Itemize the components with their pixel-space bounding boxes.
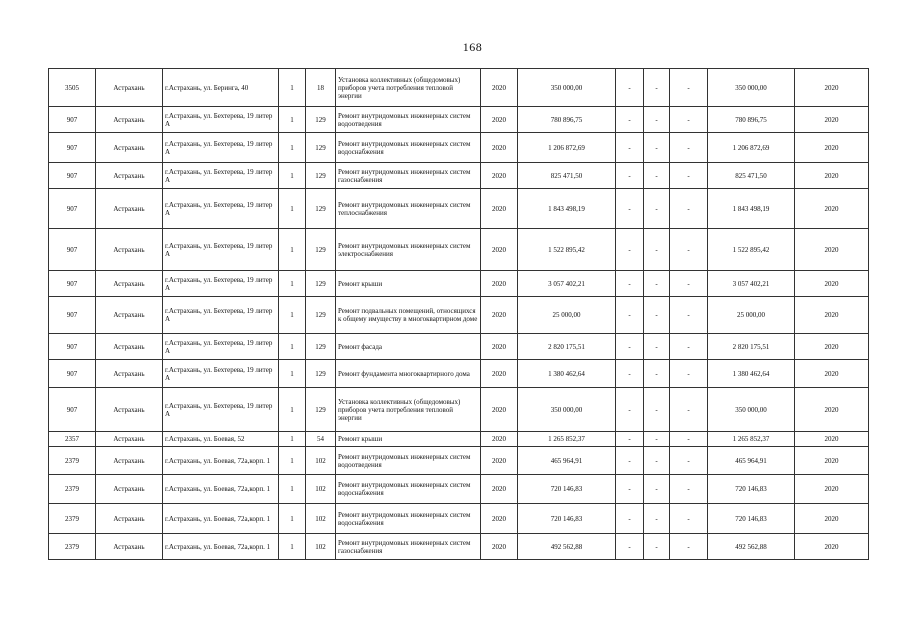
cost-cell: 3 057 402,21 [518,271,616,297]
work-type-cell: Ремонт крыши [336,432,481,447]
address-cell: г.Астрахань, ул. Бехтерева, 19 литер А [163,229,279,271]
cost-cell: 350 000,00 [518,69,616,107]
table-row [49,189,869,229]
city-cell: Астрахань [96,334,163,360]
object-id-cell: 907 [49,163,96,189]
object-id-cell: 2379 [49,447,96,475]
dash-cell: - [644,133,670,163]
year-cell: 2020 [481,163,518,189]
object-id-cell: 907 [49,297,96,334]
dash-cell: - [670,163,708,189]
dash-cell: - [644,334,670,360]
city-cell: Астрахань [96,504,163,534]
total-cost-cell: 1 522 895,42 [708,229,795,271]
dash-cell: - [670,475,708,504]
completion-year-cell: 2020 [795,475,869,504]
dash-cell: - [670,133,708,163]
city-cell: Астрахань [96,388,163,432]
dash-cell: - [616,534,644,560]
apartments-cell: 18 [306,69,336,107]
page-number: 168 [462,40,483,54]
dash-cell: - [616,360,644,388]
cost-cell: 825 471,50 [518,163,616,189]
city-cell: Астрахань [96,69,163,107]
year-cell: 2020 [481,271,518,297]
city-cell: Астрахань [96,447,163,475]
dash-cell: - [644,388,670,432]
table-row [49,229,869,271]
work-type-cell: Ремонт подвальных помещений, относящихся к общему имуществу в многоквартирном доме [336,297,481,334]
apartments-cell: 102 [306,447,336,475]
year-cell: 2020 [481,107,518,133]
address-cell: г.Астрахань, ул. Боевая, 52 [163,432,279,447]
dash-cell: - [670,432,708,447]
dash-cell: - [644,271,670,297]
count-cell: 1 [279,432,306,447]
dash-cell: - [670,297,708,334]
dash-cell: - [644,163,670,189]
address-cell: г.Астрахань, ул. Боевая, 72а,корп. 1 [163,447,279,475]
dash-cell: - [644,107,670,133]
object-id-cell: 907 [49,107,96,133]
count-cell: 1 [279,475,306,504]
dash-cell: - [644,189,670,229]
count-cell: 1 [279,534,306,560]
apartments-cell: 102 [306,504,336,534]
dash-cell: - [670,69,708,107]
dash-cell: - [670,360,708,388]
address-cell: г.Астрахань, ул. Бехтерева, 19 литер А [163,297,279,334]
table-row [49,271,869,297]
cost-cell: 1 522 895,42 [518,229,616,271]
table-row [49,388,869,432]
table-row [49,133,869,163]
year-cell: 2020 [481,334,518,360]
dash-cell: - [644,534,670,560]
completion-year-cell: 2020 [795,334,869,360]
object-id-cell: 2379 [49,475,96,504]
total-cost-cell: 720 146,83 [708,504,795,534]
city-cell: Астрахань [96,133,163,163]
work-type-cell: Установка коллективных (общедомовых) приборов учета потребления тепловой энергии [336,69,481,107]
object-id-cell: 907 [49,360,96,388]
table-row [49,297,869,334]
apartments-cell: 102 [306,475,336,504]
work-type-cell: Ремонт фундамента многоквартирного дома [336,360,481,388]
city-cell: Астрахань [96,475,163,504]
work-type-cell: Ремонт внутридомовых инженерных систем водоснабжения [336,133,481,163]
object-id-cell: 907 [49,133,96,163]
address-cell: г.Астрахань, ул. Боевая, 72а,корп. 1 [163,504,279,534]
object-id-cell: 907 [49,271,96,297]
total-cost-cell: 465 964,91 [708,447,795,475]
city-cell: Астрахань [96,163,163,189]
count-cell: 1 [279,360,306,388]
apartments-cell: 129 [306,360,336,388]
dash-cell: - [644,475,670,504]
total-cost-cell: 350 000,00 [708,69,795,107]
city-cell: Астрахань [96,107,163,133]
count-cell: 1 [279,189,306,229]
work-type-cell: Ремонт внутридомовых инженерных систем электроснабжения [336,229,481,271]
total-cost-cell: 1 843 498,19 [708,189,795,229]
cost-cell: 720 146,83 [518,475,616,504]
dash-cell: - [616,475,644,504]
apartments-cell: 129 [306,388,336,432]
dash-cell: - [616,504,644,534]
year-cell: 2020 [481,69,518,107]
city-cell: Астрахань [96,229,163,271]
cost-cell: 350 000,00 [518,388,616,432]
work-type-cell: Ремонт внутридомовых инженерных систем водоснабжения [336,504,481,534]
object-id-cell: 907 [49,189,96,229]
year-cell: 2020 [481,360,518,388]
apartments-cell: 54 [306,432,336,447]
year-cell: 2020 [481,504,518,534]
dash-cell: - [616,447,644,475]
city-cell: Астрахань [96,534,163,560]
object-id-cell: 3505 [49,69,96,107]
total-cost-cell: 1 380 462,64 [708,360,795,388]
address-cell: г.Астрахань, ул. Боевая, 72а,корп. 1 [163,534,279,560]
apartments-cell: 129 [306,229,336,271]
total-cost-cell: 2 820 175,51 [708,334,795,360]
completion-year-cell: 2020 [795,189,869,229]
apartments-cell: 129 [306,163,336,189]
table-row [49,334,869,360]
work-type-cell: Ремонт внутридомовых инженерных систем теплоснабжения [336,189,481,229]
work-type-cell: Ремонт внутридомовых инженерных систем газоснабжения [336,534,481,560]
completion-year-cell: 2020 [795,534,869,560]
completion-year-cell: 2020 [795,163,869,189]
object-id-cell: 907 [49,334,96,360]
completion-year-cell: 2020 [795,432,869,447]
count-cell: 1 [279,107,306,133]
dash-cell: - [616,271,644,297]
dash-cell: - [670,271,708,297]
address-cell: г.Астрахань, ул. Беринга, 40 [163,69,279,107]
cost-cell: 465 964,91 [518,447,616,475]
total-cost-cell: 3 057 402,21 [708,271,795,297]
apartments-cell: 129 [306,107,336,133]
apartments-cell: 102 [306,534,336,560]
table-row [49,69,869,107]
address-cell: г.Астрахань, ул. Бехтерева, 19 литер А [163,163,279,189]
city-cell: Астрахань [96,297,163,334]
city-cell: Астрахань [96,360,163,388]
cost-cell: 720 146,83 [518,504,616,534]
table-row [49,107,869,133]
completion-year-cell: 2020 [795,229,869,271]
count-cell: 1 [279,69,306,107]
year-cell: 2020 [481,447,518,475]
completion-year-cell: 2020 [795,133,869,163]
completion-year-cell: 2020 [795,447,869,475]
total-cost-cell: 1 206 872,69 [708,133,795,163]
city-cell: Астрахань [96,271,163,297]
total-cost-cell: 350 000,00 [708,388,795,432]
dash-cell: - [616,229,644,271]
dash-cell: - [644,69,670,107]
apartments-cell: 129 [306,271,336,297]
address-cell: г.Астрахань, ул. Бехтерева, 19 литер А [163,388,279,432]
address-cell: г.Астрахань, ул. Бехтерева, 19 литер А [163,360,279,388]
work-type-cell: Ремонт внутридомовых инженерных систем водоотведения [336,447,481,475]
completion-year-cell: 2020 [795,271,869,297]
table-row [49,163,869,189]
table-row [49,447,869,475]
year-cell: 2020 [481,133,518,163]
apartments-cell: 129 [306,334,336,360]
object-id-cell: 907 [49,229,96,271]
dash-cell: - [616,297,644,334]
work-type-cell: Ремонт внутридомовых инженерных систем газоснабжения [336,163,481,189]
dash-cell: - [670,107,708,133]
dash-cell: - [670,534,708,560]
object-id-cell: 2379 [49,534,96,560]
dash-cell: - [644,229,670,271]
dash-cell: - [670,189,708,229]
dash-cell: - [616,334,644,360]
year-cell: 2020 [481,189,518,229]
completion-year-cell: 2020 [795,107,869,133]
dash-cell: - [616,163,644,189]
object-id-cell: 907 [49,388,96,432]
cost-cell: 2 820 175,51 [518,334,616,360]
completion-year-cell: 2020 [795,297,869,334]
dash-cell: - [670,504,708,534]
address-cell: г.Астрахань, ул. Боевая, 72а,корп. 1 [163,475,279,504]
dash-cell: - [670,229,708,271]
dash-cell: - [644,432,670,447]
completion-year-cell: 2020 [795,69,869,107]
dash-cell: - [644,297,670,334]
work-type-cell: Ремонт внутридомовых инженерных систем водоотведения [336,107,481,133]
cost-cell: 1 265 852,37 [518,432,616,447]
object-id-cell: 2379 [49,504,96,534]
dash-cell: - [616,107,644,133]
table-body [49,69,869,560]
table-row [49,475,869,504]
address-cell: г.Астрахань, ул. Бехтерева, 19 литер А [163,133,279,163]
dash-cell: - [670,334,708,360]
count-cell: 1 [279,297,306,334]
total-cost-cell: 720 146,83 [708,475,795,504]
year-cell: 2020 [481,297,518,334]
table-row [49,504,869,534]
completion-year-cell: 2020 [795,504,869,534]
count-cell: 1 [279,334,306,360]
work-type-cell: Установка коллективных (общедомовых) приборов учета потребления тепловой энергии [336,388,481,432]
cost-cell: 780 896,75 [518,107,616,133]
address-cell: г.Астрахань, ул. Бехтерева, 19 литер А [163,334,279,360]
count-cell: 1 [279,163,306,189]
completion-year-cell: 2020 [795,360,869,388]
year-cell: 2020 [481,388,518,432]
total-cost-cell: 825 471,50 [708,163,795,189]
dash-cell: - [616,69,644,107]
dash-cell: - [670,388,708,432]
total-cost-cell: 780 896,75 [708,107,795,133]
dash-cell: - [616,388,644,432]
dash-cell: - [644,504,670,534]
apartments-cell: 129 [306,189,336,229]
apartments-cell: 129 [306,133,336,163]
count-cell: 1 [279,133,306,163]
apartments-cell: 129 [306,297,336,334]
dash-cell: - [616,432,644,447]
cost-cell: 1 843 498,19 [518,189,616,229]
year-cell: 2020 [481,534,518,560]
completion-year-cell: 2020 [795,388,869,432]
table-row [49,432,869,447]
dash-cell: - [644,447,670,475]
total-cost-cell: 1 265 852,37 [708,432,795,447]
cost-cell: 1 380 462,64 [518,360,616,388]
dash-cell: - [644,360,670,388]
table-row [49,360,869,388]
repair-registry-table [48,68,869,560]
city-cell: Астрахань [96,189,163,229]
cost-cell: 25 000,00 [518,297,616,334]
table-row [49,534,869,560]
work-type-cell: Ремонт фасада [336,334,481,360]
total-cost-cell: 492 562,88 [708,534,795,560]
work-type-cell: Ремонт крыши [336,271,481,297]
object-id-cell: 2357 [49,432,96,447]
year-cell: 2020 [481,229,518,271]
address-cell: г.Астрахань, ул. Бехтерева, 19 литер А [163,189,279,229]
total-cost-cell: 25 000,00 [708,297,795,334]
address-cell: г.Астрахань, ул. Бехтерева, 19 литер А [163,271,279,297]
count-cell: 1 [279,229,306,271]
dash-cell: - [616,189,644,229]
year-cell: 2020 [481,475,518,504]
dash-cell: - [616,133,644,163]
cost-cell: 1 206 872,69 [518,133,616,163]
work-type-cell: Ремонт внутридомовых инженерных систем водоснабжения [336,475,481,504]
address-cell: г.Астрахань, ул. Бехтерева, 19 литер А [163,107,279,133]
count-cell: 1 [279,271,306,297]
city-cell: Астрахань [96,432,163,447]
count-cell: 1 [279,388,306,432]
cost-cell: 492 562,88 [518,534,616,560]
count-cell: 1 [279,447,306,475]
dash-cell: - [670,447,708,475]
year-cell: 2020 [481,432,518,447]
count-cell: 1 [279,504,306,534]
